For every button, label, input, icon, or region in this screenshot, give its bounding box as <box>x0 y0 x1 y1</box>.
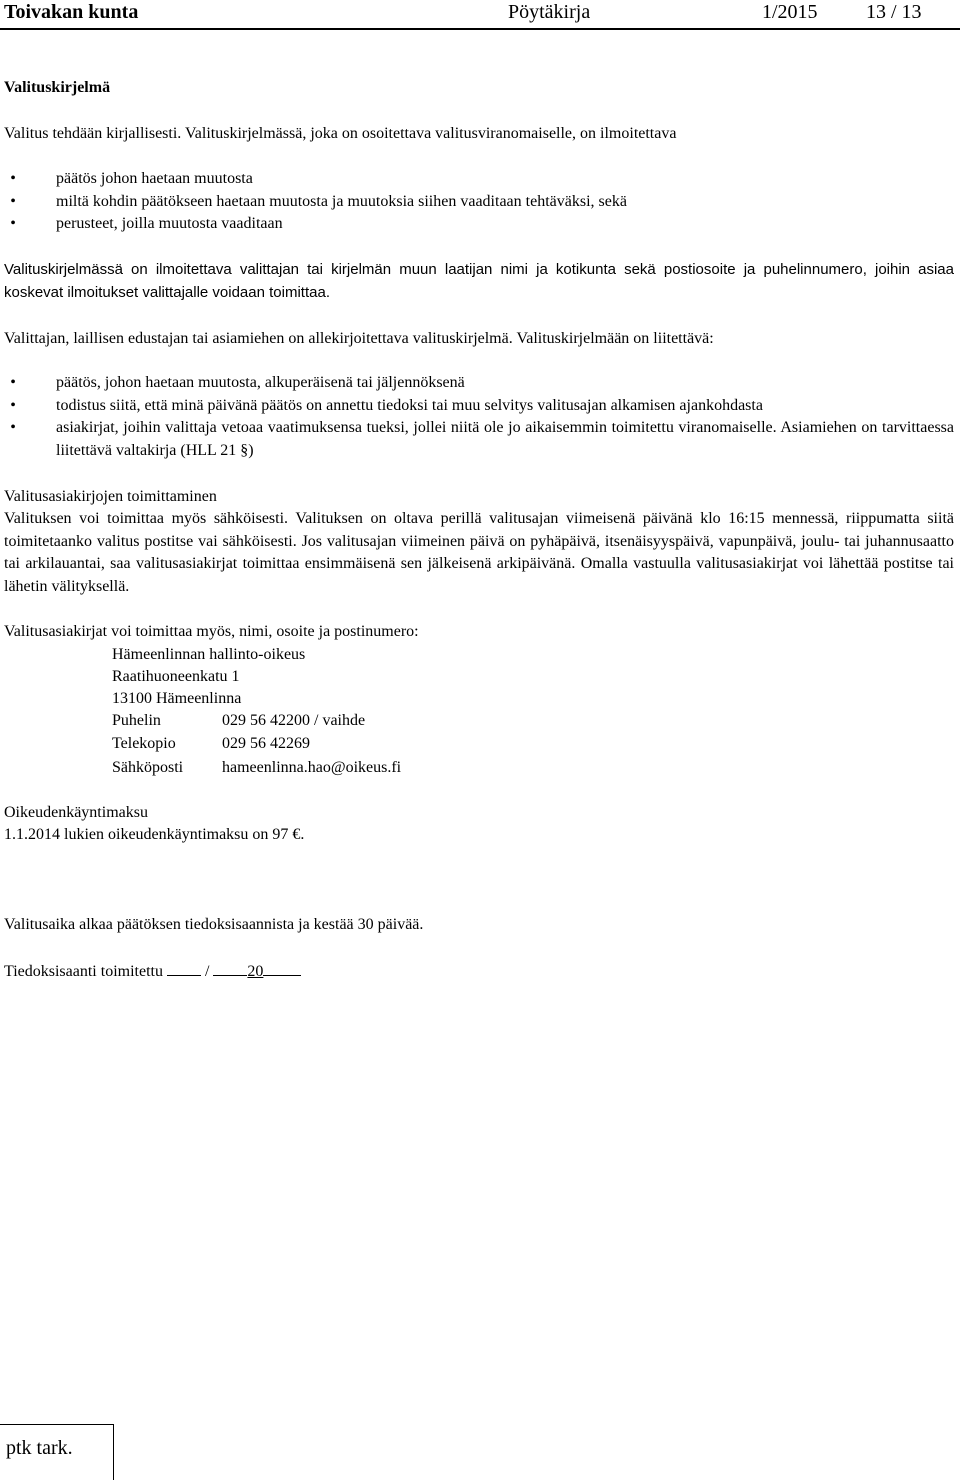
signature-paragraph: Valittajan, laillisen edustajan tai asiamiehen on allekirjoitettava valituskirjelmä. Valituskirjelmään on liitettävä: <box>4 330 714 347</box>
bullet-icon: • <box>10 192 16 210</box>
court-postal: 13100 Hämeenlinna <box>112 690 242 707</box>
bullet-icon: • <box>10 215 16 232</box>
intro-paragraph: Valitus tehdään kirjallisesti. Valituskirjelmässä, joka on osoitettava valitusviranomaiselle, on ilmoitettava <box>4 125 677 142</box>
date-separator: / <box>204 963 210 980</box>
attachments-list <box>0 372 954 462</box>
bullet-icon: • <box>10 396 16 414</box>
required-contents-list <box>0 168 954 236</box>
month-blank <box>213 959 247 976</box>
page-header <box>0 0 960 26</box>
appeal-period: Valitusaika alkaa päätöksen tiedoksisaannista ja kestää 30 päivää. <box>4 916 424 933</box>
header-divider <box>0 28 960 30</box>
list-item: • todistus siitä, että minä päivänä päätös on annettu tiedoksi tai muu selvitys valitusajan alkamisen ajankohdasta <box>0 395 954 418</box>
page-number: 13 / 13 <box>866 1 922 23</box>
notification-label: Tiedoksisaanti toimitettu <box>4 963 163 980</box>
list-item: • miltä kohdin päätökseen haetaan muutosta ja muutoksia siihen vaaditaan tehtäväksi, sekä <box>0 191 954 214</box>
delivery-heading: Valitusasiakirjojen toimittaminen <box>4 488 217 505</box>
fax-value: 029 56 42269 <box>222 735 310 752</box>
review-stamp-box <box>0 1424 114 1480</box>
fax-row <box>112 733 310 755</box>
list-item: • päätös, johon haetaan muutosta, alkuperäisenä tai jäljennöksenä <box>0 372 954 395</box>
list-item: • päätös johon haetaan muutosta <box>0 168 954 191</box>
phone-value: 029 56 42200 / vaihde <box>222 712 366 729</box>
phone-row <box>112 710 365 732</box>
list-item: • asiakirjat, joihin valittaja vetoaa vaatimuksensa tueksi, jollei niitä ole jo aikaisemmin toimitettu viranomaiselle. Asiamiehen on tarvittaessa liitettävä valtakirja (HLL 21 §) <box>0 417 954 462</box>
delivery-text: Valituksen voi toimittaa myös sähköisesti. Valituksen on oltava perillä valitusajan viimeisenä päivänä klo 16:15 mennessä, riippumatta siitä toimitetaanko valitus postitse vai sähköisesti. Jos valitusajan viimeinen päivä on pyhäpäivä, itsenäisyyspäivä, vapunpäivä, joulu- tai juhannusaatto tai arkilauantai, saa valitusasiakirjat toimittaa ensimmäisenä sen jälkeisenä arkipäivänä. Omalla vastuulla valitusasiakirjat voi lähettää postitse tai lähetin välityksellä. <box>4 510 954 595</box>
signer-info-paragraph: Valituskirjelmässä on ilmoitettava valittajan tai kirjelmän muun laatijan nimi ja kotikunta sekä postiosoite ja puhelinnumero, joihin asiaa koskevat ilmoitukset valittajalle voidaan toimittaa. <box>4 261 954 301</box>
year-blank <box>263 959 301 976</box>
email-row <box>112 757 401 779</box>
section-title: Valituskirjelmä <box>4 79 111 96</box>
year-prefix: 20 <box>247 963 264 980</box>
document-type: Pöytäkirja <box>508 1 591 23</box>
fee-heading: Oikeudenkäyntimaksu <box>4 804 148 821</box>
phone-label: Puhelin <box>112 712 161 729</box>
email-value: hameenlinna.hao@oikeus.fi <box>222 759 402 776</box>
day-blank <box>167 959 201 976</box>
review-stamp-label: ptk tark. <box>6 1437 73 1459</box>
bullet-icon: • <box>10 419 16 436</box>
bullet-icon: • <box>10 170 16 187</box>
bullet-icon: • <box>10 374 16 391</box>
document-number: 1/2015 <box>762 1 818 23</box>
list-item: • perusteet, joilla muutosta vaaditaan <box>0 213 954 236</box>
notification-line <box>4 959 954 984</box>
email-label: Sähköposti <box>112 759 184 776</box>
court-street: Raatihuoneenkatu 1 <box>112 668 240 685</box>
organization-name: Toivakan kunta <box>4 1 139 23</box>
fee-text: 1.1.2014 lukien oikeudenkäyntimaksu on 97 €. <box>4 826 305 843</box>
address-intro: Valitusasiakirjat voi toimittaa myös, nimi, osoite ja postinumero: <box>4 623 419 640</box>
fax-label: Telekopio <box>112 735 176 752</box>
court-name: Hämeenlinnan hallinto-oikeus <box>112 646 306 663</box>
